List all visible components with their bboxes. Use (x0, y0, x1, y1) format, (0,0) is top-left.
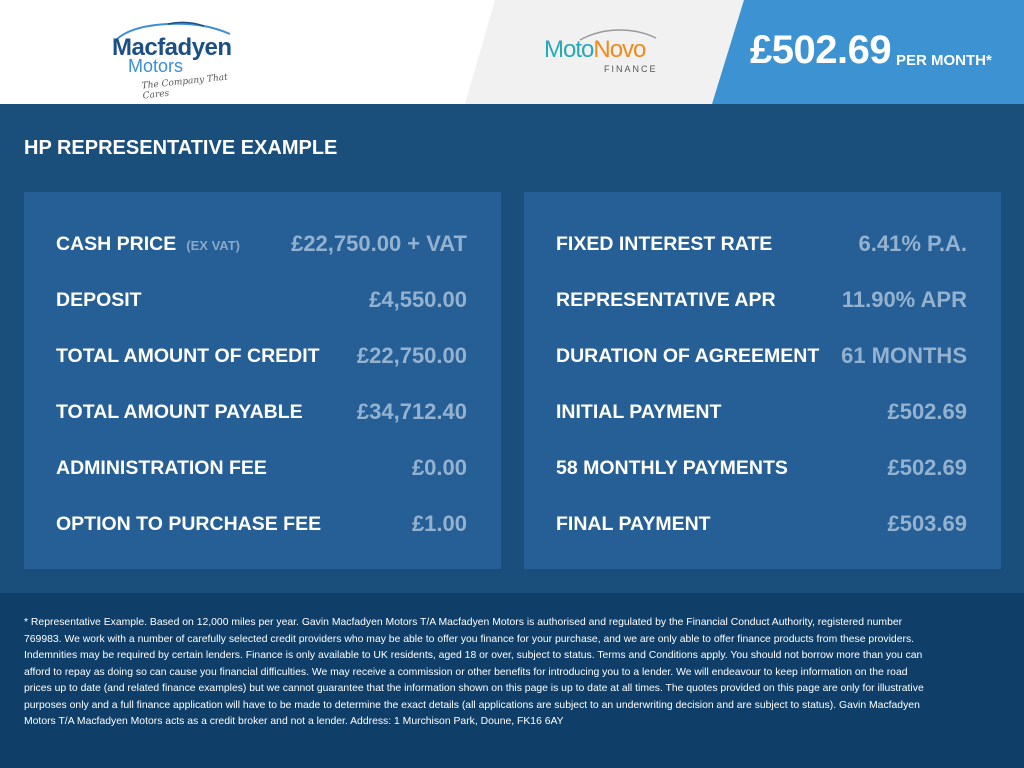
option-to-purchase-row (56, 510, 467, 538)
duration-row (556, 342, 967, 370)
total-credit-label: TOTAL AMOUNT OF CREDIT (56, 344, 320, 367)
apr-value: 11.90% APR (841, 287, 967, 312)
monthly-payments-row (556, 454, 967, 482)
duration-value: 61 MONTHS (841, 343, 967, 368)
total-payable-label: TOTAL AMOUNT PAYABLE (56, 400, 303, 423)
finance-details-right-card (524, 192, 1001, 569)
option-to-purchase-value: £1.00 (411, 511, 467, 536)
finance-logo-wordmark (544, 36, 645, 64)
legal-disclaimer: * Representative Example. Based on 12,000 miles per year. Gavin Macfadyen Motors T/A Macfadyen Motors is authorised and regulated by the Financial Conduct Authority, registered number 769983. We work with a number of carefully selected credit providers who may be able to offer you finance for your purchase, and we are only able to offer finance products from these providers. Indemnities may be required by certain lenders. Finance is only available to UK residents, aged 18 or over, subject to status. Terms and Conditions apply. You should not borrow more than you can afford to repay as doing so can cause you financial difficulties. We may receive a commission or other benefits for introducing you to a lender. We will endeavour to keep information on the road prices up to date (and related finance examples) but we cannot guarantee that the information shown on this page is up to date at all times. The quotes provided on this page are only for illustrative purposes only and a full finance application will have to be made to determine the exact details (all applications are subject to an underwriting decision and are subject to status). Gavin Macfadyen Motors T/A Macfadyen Motors acts as a credit broker and not a lender. Address: 1 Murchison Park, Doune, FK16 6AY (24, 617, 924, 727)
apr-label: REPRESENTATIVE APR (556, 288, 776, 311)
total-payable-value: £34,712.40 (356, 399, 467, 424)
monthly-payments-label: 58 MONTHLY PAYMENTS (556, 456, 788, 479)
option-to-purchase-label: OPTION TO PURCHASE FEE (56, 512, 322, 535)
monthly-payments-value: £502.69 (887, 455, 967, 480)
total-payable-row (56, 398, 467, 426)
monthly-price: £502.69 (750, 28, 892, 72)
interest-rate-label: FIXED INTEREST RATE (556, 232, 773, 255)
interest-rate-row (556, 230, 967, 258)
initial-payment-row (556, 398, 967, 426)
finance-logo-moto: Moto (544, 36, 594, 63)
price-period-label: PER MONTH* (896, 52, 992, 69)
finance-logo-novo: Novo (593, 36, 646, 63)
dealer-logo[interactable] (108, 18, 248, 102)
dealer-logo-tagline: The Company That Cares (141, 72, 229, 102)
total-credit-row (56, 342, 467, 370)
section-title: HP REPRESENTATIVE EXAMPLE (24, 137, 338, 159)
finance-provider-logo[interactable] (540, 28, 670, 78)
cash-price-sublabel: (EX VAT) (186, 237, 240, 253)
finance-details-left-card (24, 192, 501, 569)
dealer-logo-name: Macfadyen (112, 34, 232, 61)
final-payment-value: £503.69 (887, 511, 967, 536)
apr-row (556, 286, 967, 314)
total-credit-value: £22,750.00 (356, 343, 467, 368)
cash-price-label: CASH PRICE (56, 232, 177, 255)
deposit-row (56, 286, 467, 314)
admin-fee-value: £0.00 (411, 455, 467, 480)
final-payment-row (556, 510, 967, 538)
final-payment-label: FINAL PAYMENT (556, 512, 711, 535)
finance-logo-sub: FINANCE (604, 64, 658, 74)
cash-price-value: £22,750.00 + VAT (291, 231, 467, 256)
header (0, 0, 1024, 104)
initial-payment-label: INITIAL PAYMENT (556, 400, 722, 423)
admin-fee-row (56, 454, 467, 482)
initial-payment-value: £502.69 (887, 399, 967, 424)
deposit-label: DEPOSIT (56, 288, 142, 311)
deposit-value: £4,550.00 (369, 287, 467, 312)
duration-label: DURATION OF AGREEMENT (556, 344, 820, 367)
admin-fee-label: ADMINISTRATION FEE (56, 456, 267, 479)
cash-price-row (56, 230, 467, 258)
interest-rate-value: 6.41% P.A. (858, 231, 967, 256)
row-label (56, 233, 240, 256)
dealer-logo-subname: Motors (128, 56, 184, 76)
